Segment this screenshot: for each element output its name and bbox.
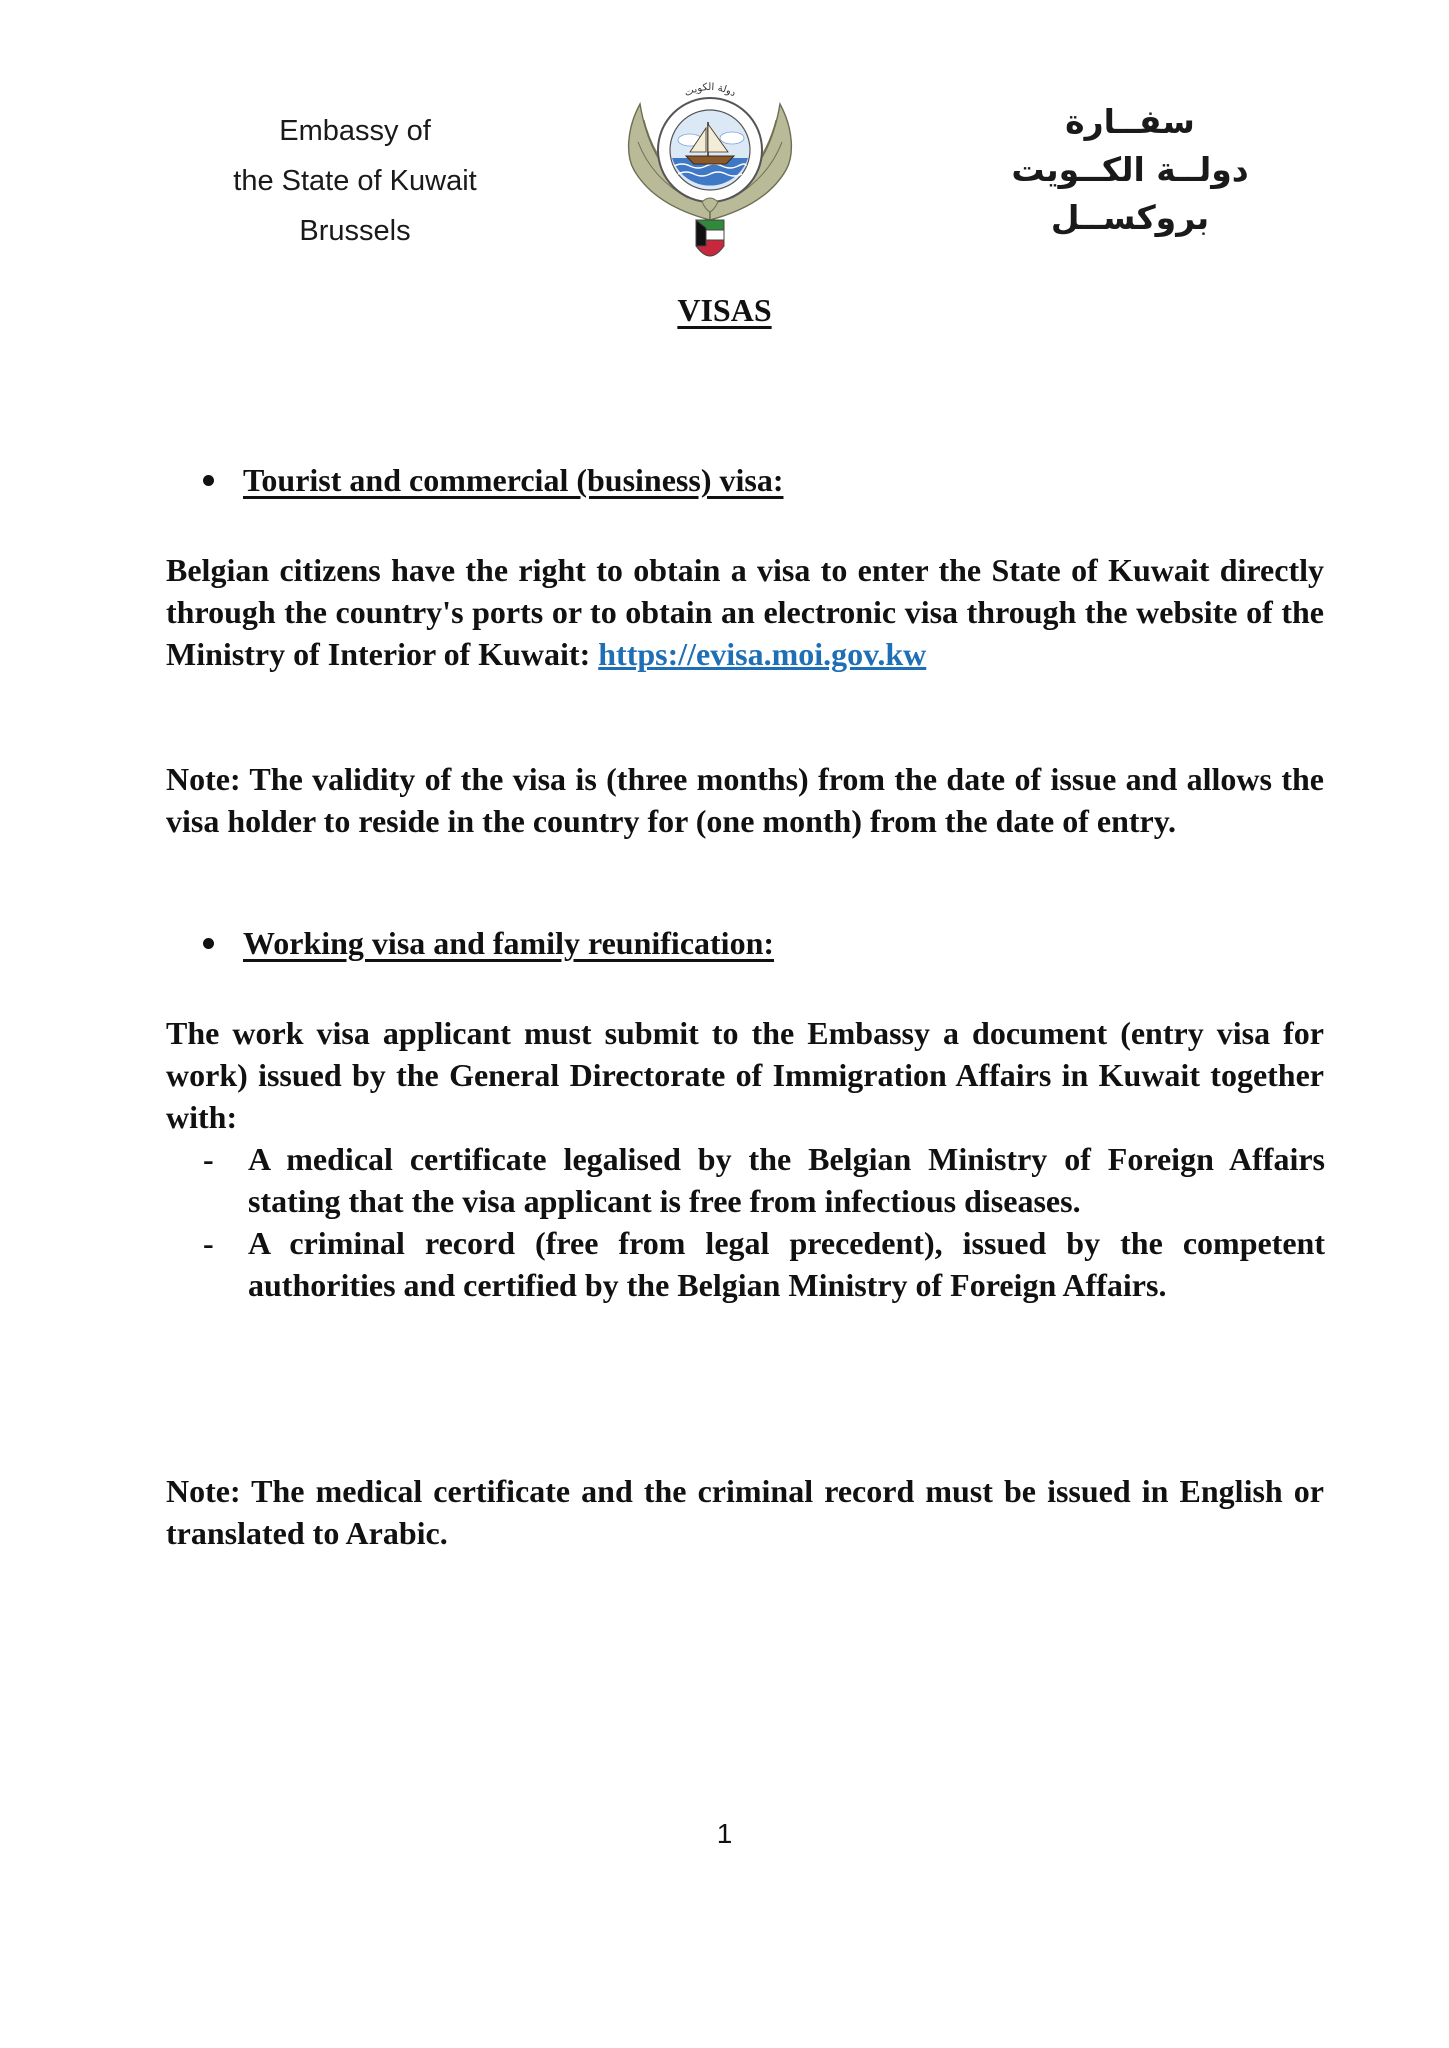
section-heading-tourist	[203, 462, 783, 499]
tourist-visa-paragraph	[166, 549, 1324, 675]
dash-marker: -	[203, 1225, 214, 1261]
section-heading-text: Working visa and family reunification:	[243, 925, 775, 961]
visa-validity-note: Note: The validity of the visa is (three months) from the date of issue and allows the visa holder to reside in the country for (one month) from the date of entry.	[166, 761, 1324, 839]
arabic-line-2: دولــة الكــويت	[1011, 150, 1249, 189]
list-item-text: A medical certificate legalised by the Belgian Ministry of Foreign Affairs stating that the visa applicant is free from infectious diseases.	[248, 1141, 1325, 1219]
arabic-line-1: سفــارة	[1065, 102, 1195, 141]
list-item	[203, 1138, 1325, 1222]
document-language-note: Note: The medical certificate and the criminal record must be issued in English or translated to Arabic.	[166, 1473, 1324, 1551]
embassy-name-arabic	[1000, 98, 1260, 242]
embassy-name-english	[190, 106, 520, 256]
kuwait-emblem-icon	[620, 70, 800, 270]
list-item-text: A criminal record (free from legal precedent), issued by the competent authorities and certified by the Belgian Ministry of Foreign Affairs.	[248, 1225, 1325, 1303]
section-heading-working	[203, 925, 774, 962]
dash-marker: -	[203, 1141, 214, 1177]
list-item	[203, 1222, 1325, 1306]
evisa-link[interactable]: https://evisa.moi.gov.kw	[598, 636, 927, 672]
page-number: 1	[716, 1818, 733, 1849]
section-heading-text: Tourist and commercial (business) visa:	[243, 462, 784, 498]
embassy-line-3: Brussels	[299, 215, 411, 247]
emblem-arc-text: دولة الكويت	[682, 81, 738, 100]
page-title: VISAS	[677, 292, 772, 328]
embassy-line-2: the State of Kuwait	[233, 165, 477, 197]
bullet-icon	[203, 938, 214, 949]
bullet-icon	[203, 475, 214, 486]
requirements-list	[203, 1138, 1325, 1306]
arabic-line-3: بروكســل	[1050, 198, 1210, 237]
work-visa-paragraph: The work visa applicant must submit to the Embassy a document (entry visa for work) issued by the General Directorate of Immigration Affairs in Kuwait together with:	[166, 1015, 1324, 1135]
embassy-line-1: Embassy of	[279, 115, 431, 147]
tourist-visa-text: Belgian citizens have the right to obtain a visa to enter the State of Kuwait directly through the country's ports or to obtain an electronic visa through the website of the Ministry of Interior of Kuwait:	[166, 552, 1324, 672]
